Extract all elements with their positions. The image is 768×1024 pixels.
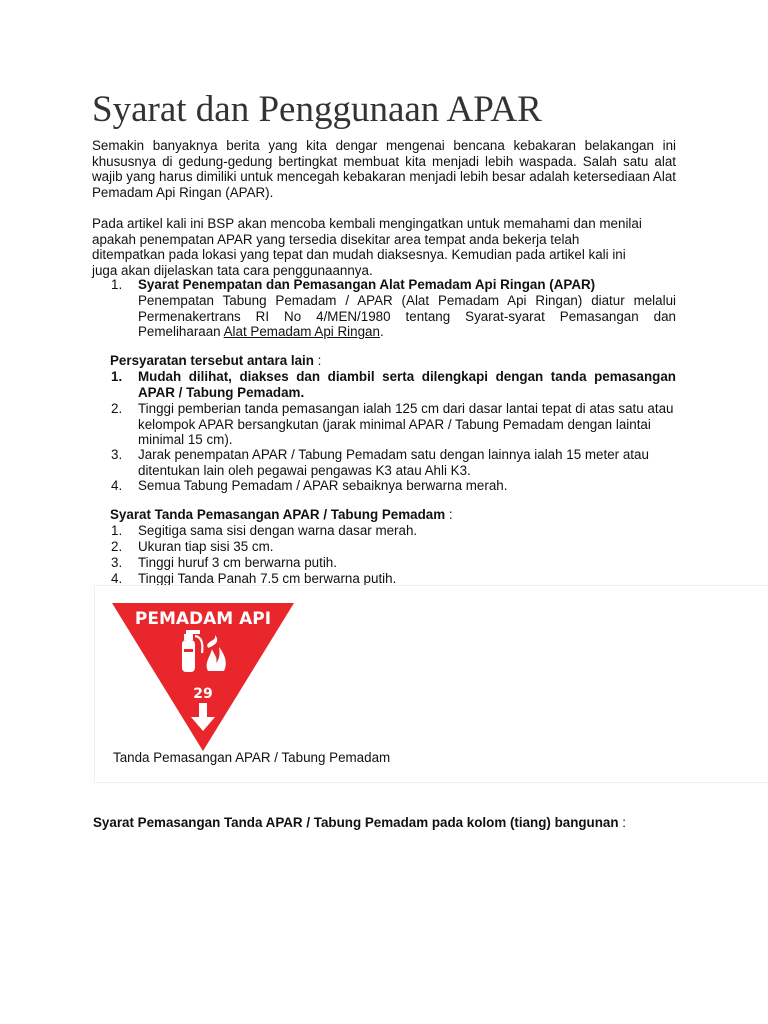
- sign-number: 29: [193, 686, 213, 702]
- figure-caption: Tanda Pemasangan APAR / Tabung Pemadam: [113, 750, 391, 765]
- section1-body: [138, 293, 676, 340]
- sign-item-text: Ukuran tiap sisi 35 cm.: [138, 539, 274, 554]
- req-item-number: 1.: [111, 369, 123, 384]
- sign-requirements-heading-text: Syarat Tanda Pemasangan APAR / Tabung Pemadam: [110, 507, 446, 522]
- sign-item-text: Tinggi Tanda Panah 7.5 cm berwarna putih.: [138, 571, 397, 586]
- sign-requirements-colon: :: [445, 507, 453, 522]
- section1-body-end: .: [379, 324, 384, 340]
- final-heading-text: Syarat Pemasangan Tanda APAR / Tabung Pemadam pada kolom (tiang) bangunan: [93, 815, 619, 830]
- req-item-number: 3.: [111, 447, 123, 462]
- apar-link[interactable]: Alat Pemadam Api Ringan: [223, 324, 380, 340]
- req-item-number: 2.: [111, 401, 123, 416]
- final-heading: [93, 815, 626, 830]
- sign-item-number: 3.: [111, 555, 123, 570]
- paragraph-line: Pada artikel kali ini BSP akan mencoba kembali mengingatkan untuk memahami dan menilai: [92, 216, 642, 231]
- sign-item-number: 1.: [111, 523, 123, 538]
- requirements-heading-text: Persyaratan tersebut antara lain: [110, 353, 314, 368]
- second-paragraph: [92, 216, 676, 278]
- req-item-text: Jarak penempatan APAR / Tabung Pemadam satu dengan lainnya ialah 15 meter atau ditentukan lain oleh pegawai pengawas K3 atau Ahli K3.: [138, 447, 649, 478]
- section1-number: 1.: [111, 277, 123, 292]
- sign-item-number: 2.: [111, 539, 123, 554]
- requirements-heading: [110, 353, 321, 369]
- pemadam-api-sign: [112, 603, 294, 751]
- paragraph-line: juga akan dijelaskan tata cara penggunaannya.: [92, 262, 373, 278]
- sign-item-text: Tinggi huruf 3 cm berwarna putih.: [138, 555, 337, 570]
- req-item-text: Semua Tabung Pemadam / APAR sebaiknya berwarna merah.: [138, 478, 508, 493]
- req-item-text: Mudah dilihat, diakses dan diambil serta dilengkapi dengan tanda pemasangan APAR / Tabung Pemadam.: [138, 369, 676, 400]
- section1-body-text: Penempatan Tabung Pemadam / APAR (Alat Pemadam Api Ringan) diatur melalui Permenakertrans RI No 4/MEN/1980 tentang Syarat-syarat Pemasangan dan Pemeliharaan: [138, 293, 676, 340]
- req-item-number: 4.: [111, 478, 123, 493]
- requirements-colon: :: [313, 353, 322, 368]
- intro-paragraph: Semakin banyaknya berita yang kita dengar mengenai bencana kebakaran belakangan ini khususnya di gedung-gedung bertingkat membuat kita menjadi lebih waspada. Salah satu alat wajib yang harus dimiliki untuk mencegah kebakaran menjadi lebih besar adalah ketersediaan Alat Pemadam Api Ringan (APAR).: [92, 138, 676, 200]
- paragraph-line: apakah penempatan APAR yang tersedia disekitar area tempat anda bekerja telah: [92, 231, 580, 247]
- sign-label: PEMADAM API: [134, 609, 272, 629]
- req-item-text: Tinggi pemberian tanda pemasangan ialah 125 cm dari dasar lantai tepat di atas satu atau kelompok APAR bersangkutan (jarak minimal APAR / Tabung Pemadam dengan laintai minimal 15 cm).: [138, 401, 674, 448]
- section1-heading: Syarat Penempatan dan Pemasangan Alat Pemadam Api Ringan (APAR): [138, 277, 596, 292]
- paragraph-line: ditempatkan pada lokasi yang tepat dan mudah diaksesnya. Kemudian pada artikel kali ini: [92, 247, 626, 263]
- page-title: Syarat dan Penggunaan APAR: [92, 89, 542, 130]
- sign-requirements-heading: [110, 507, 453, 523]
- final-colon: :: [618, 815, 627, 830]
- sign-item-number: 4.: [111, 571, 123, 586]
- sign-item-text: Segitiga sama sisi dengan warna dasar merah.: [138, 523, 418, 538]
